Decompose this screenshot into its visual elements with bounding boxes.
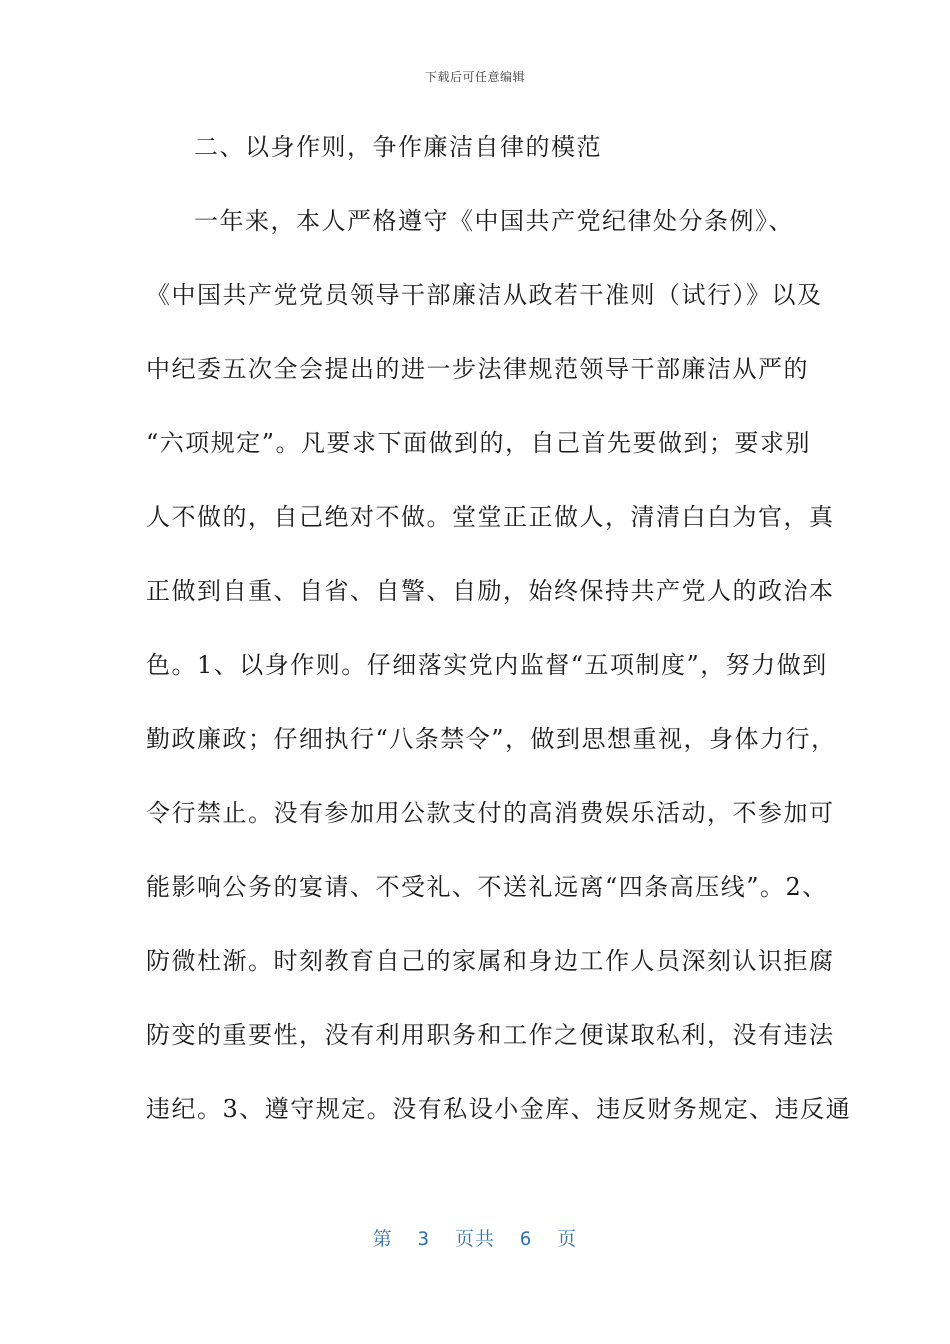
paragraph-line: 《中国共产党党员领导干部廉洁从政若干准则（试行）》以及 bbox=[146, 281, 823, 309]
paragraph-line: 色。1、以身作则。仔细落实党内监督“五项制度”，努力做到 bbox=[146, 651, 828, 679]
paragraph-line: 防微杜渐。时刻教育自己的家属和身边工作人员深刻认识拒腐 bbox=[146, 947, 835, 975]
paragraph-line: 防变的重要性，没有利用职务和工作之便谋取私利，没有违法 bbox=[146, 1021, 835, 1049]
paragraph-line: 违纪。3、遵守规定。没有私设小金库、违反财务规定、违反通 bbox=[146, 1095, 852, 1123]
section-heading: 二、以身作则，争作廉洁自律的模范 bbox=[194, 133, 602, 161]
page-number-footer: 第 3 页共 6 页 bbox=[372, 1228, 578, 1250]
paragraph-line: 能影响公务的宴请、不受礼、不送礼远离“四条高压线”。2、 bbox=[146, 873, 828, 901]
paragraph-line: 勤政廉政；仔细执行“八条禁令”，做到思想重视，身体力行， bbox=[146, 725, 837, 753]
body-text bbox=[146, 122, 852, 1158]
header-note: 下载后可任意编辑 bbox=[424, 70, 525, 84]
paragraph-line: 正做到自重、自省、自警、自励，始终保持共产党人的政治本 bbox=[146, 577, 835, 605]
paragraph-line: 中纪委五次全会提出的进一步法律规范领导干部廉洁从严的 bbox=[146, 355, 809, 383]
paragraph-line: 人不做的，自己绝对不做。堂堂正正做人，清清白白为官，真 bbox=[146, 503, 835, 531]
paragraph-line: 一年来，本人严格遵守《中国共产党纪律处分条例》、 bbox=[194, 207, 794, 235]
paragraph-line: “六项规定”。凡要求下面做到的，自己首先要做到；要求别 bbox=[146, 429, 812, 457]
paragraph-line: 令行禁止。没有参加用公款支付的高消费娱乐活动，不参加可 bbox=[146, 799, 835, 827]
